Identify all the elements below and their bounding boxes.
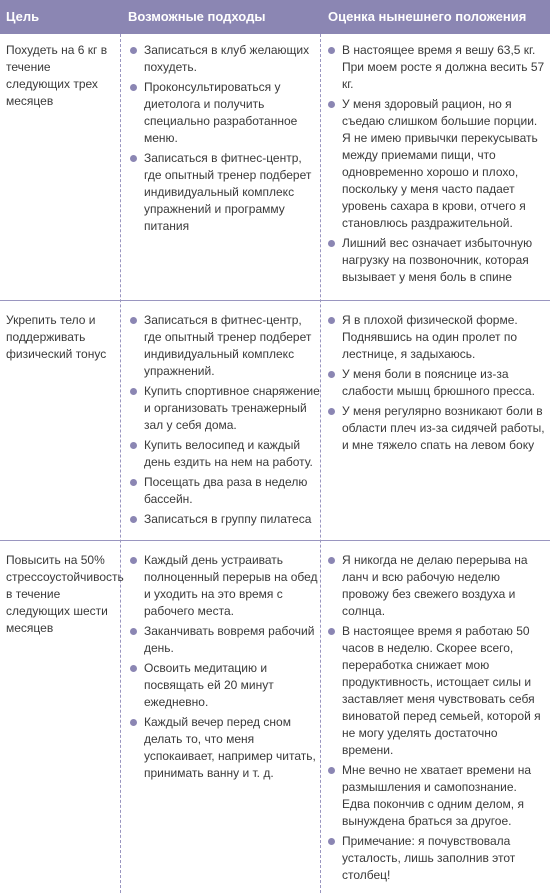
goal-cell: Укрепить тело и поддерживать физический тонус — [6, 313, 107, 361]
bullet-icon — [130, 665, 137, 672]
row-divider — [0, 300, 550, 301]
row-divider — [0, 540, 550, 541]
list-item: В настоящее время я вешу 63,5 кг. При моем росте я должна весить 57 кг. — [328, 42, 546, 93]
bullet-icon — [328, 838, 335, 845]
list-item: Купить велосипед и каждый день ездить на нем на работу. — [130, 437, 320, 471]
bullet-icon — [328, 371, 335, 378]
assessment-list — [328, 312, 546, 457]
bullet-icon — [130, 155, 137, 162]
list-item: Проконсультироваться у диетолога и получить специально разработанное меню. — [130, 79, 320, 147]
approaches-list — [130, 552, 320, 785]
column-divider — [320, 34, 321, 893]
list-item: Примечание: я почувствовала усталость, лишь заполнив этот столбец! — [328, 833, 546, 884]
header-approaches: Возможные подходы — [128, 9, 266, 24]
bullet-icon — [328, 101, 335, 108]
bullet-icon — [130, 628, 137, 635]
bullet-icon — [130, 719, 137, 726]
list-item: Лишний вес означает избыточную нагрузку на позвоночник, которая вызывает у меня боль в спине — [328, 235, 546, 286]
bullet-icon — [328, 47, 335, 54]
bullet-icon — [130, 84, 137, 91]
goal-cell: Похудеть на 6 кг в течение следующих трех месяцев — [6, 43, 108, 108]
list-item: Я никогда не делаю перерыва на ланч и всю рабочую неделю провожу без свежего воздуха и солнца. — [328, 552, 546, 620]
bullet-icon — [328, 317, 335, 324]
bullet-icon — [130, 516, 137, 523]
approaches-list — [130, 42, 320, 238]
list-item: Записаться в группу пилатеса — [130, 511, 320, 528]
list-item: Заканчивать вовремя рабочий день. — [130, 623, 320, 657]
bullet-icon — [328, 557, 335, 564]
list-item: Освоить медитацию и посвящать ей 20 минут ежедневно. — [130, 660, 320, 711]
list-item: У меня здоровый рацион, но я съедаю слишком большие порции. Я не имею привычки перекусывать между приемами пищи, что одновременно хорошо и плохо, поскольку у меня часто падает уровень сахара в крови, отчего я становлюсь раздражительной. — [328, 96, 546, 232]
list-item: В настоящее время я работаю 50 часов в неделю. Скорее всего, переработка снижает мою продуктивность, истощает силы и заставляет меня чувствовать себя виноватой перед семьей, которой я не могу уделять достаточно времени. — [328, 623, 546, 759]
bullet-icon — [328, 767, 335, 774]
goal-cell: Повысить на 50% стрессоустойчивость в течение следующих шести месяцев — [6, 553, 124, 635]
assessment-list — [328, 42, 546, 289]
approaches-list — [130, 312, 320, 531]
assessment-list — [328, 552, 546, 887]
column-divider — [120, 34, 121, 893]
header-assessment: Оценка нынешнего положения — [328, 9, 527, 24]
bullet-icon — [130, 317, 137, 324]
list-item: Каждый день устраивать полноценный перерыв на обед и уходить на это время с рабочего места. — [130, 552, 320, 620]
list-item: Записаться в фитнес-центр, где опытный тренер подберет индивидуальный комплекс упражнений. — [130, 312, 320, 380]
bullet-icon — [328, 408, 335, 415]
bullet-icon — [328, 628, 335, 635]
header-goal: Цель — [6, 9, 40, 24]
bullet-icon — [130, 47, 137, 54]
list-item: Записаться в фитнес-центр, где опытный тренер подберет индивидуальный комплекс упражнений и программу питания — [130, 150, 320, 235]
bullet-icon — [130, 479, 137, 486]
table-header — [0, 0, 550, 34]
list-item: У меня боли в пояснице из-за слабости мышц брюшного пресса. — [328, 366, 546, 400]
list-item: Каждый вечер перед сном делать то, что меня успокаивает, например читать, принимать ванну и т. д. — [130, 714, 320, 782]
bullet-icon — [130, 388, 137, 395]
list-item: Купить спортивное снаряжение и организовать тренажерный зал у себя дома. — [130, 383, 320, 434]
bullet-icon — [130, 557, 137, 564]
list-item: Мне вечно не хватает времени на размышления и самопознание. Едва покончив с одним делом, я вынуждена браться за другое. — [328, 762, 546, 830]
list-item: Записаться в клуб желающих похудеть. — [130, 42, 320, 76]
list-item: У меня регулярно возникают боли в области плеч из-за сидячей работы, и мне тяжело спать на левом боку — [328, 403, 546, 454]
list-item: Я в плохой физической форме. Поднявшись на один пролет по лестнице, я задыхаюсь. — [328, 312, 546, 363]
bullet-icon — [130, 442, 137, 449]
list-item: Посещать два раза в неделю бассейн. — [130, 474, 320, 508]
bullet-icon — [328, 240, 335, 247]
